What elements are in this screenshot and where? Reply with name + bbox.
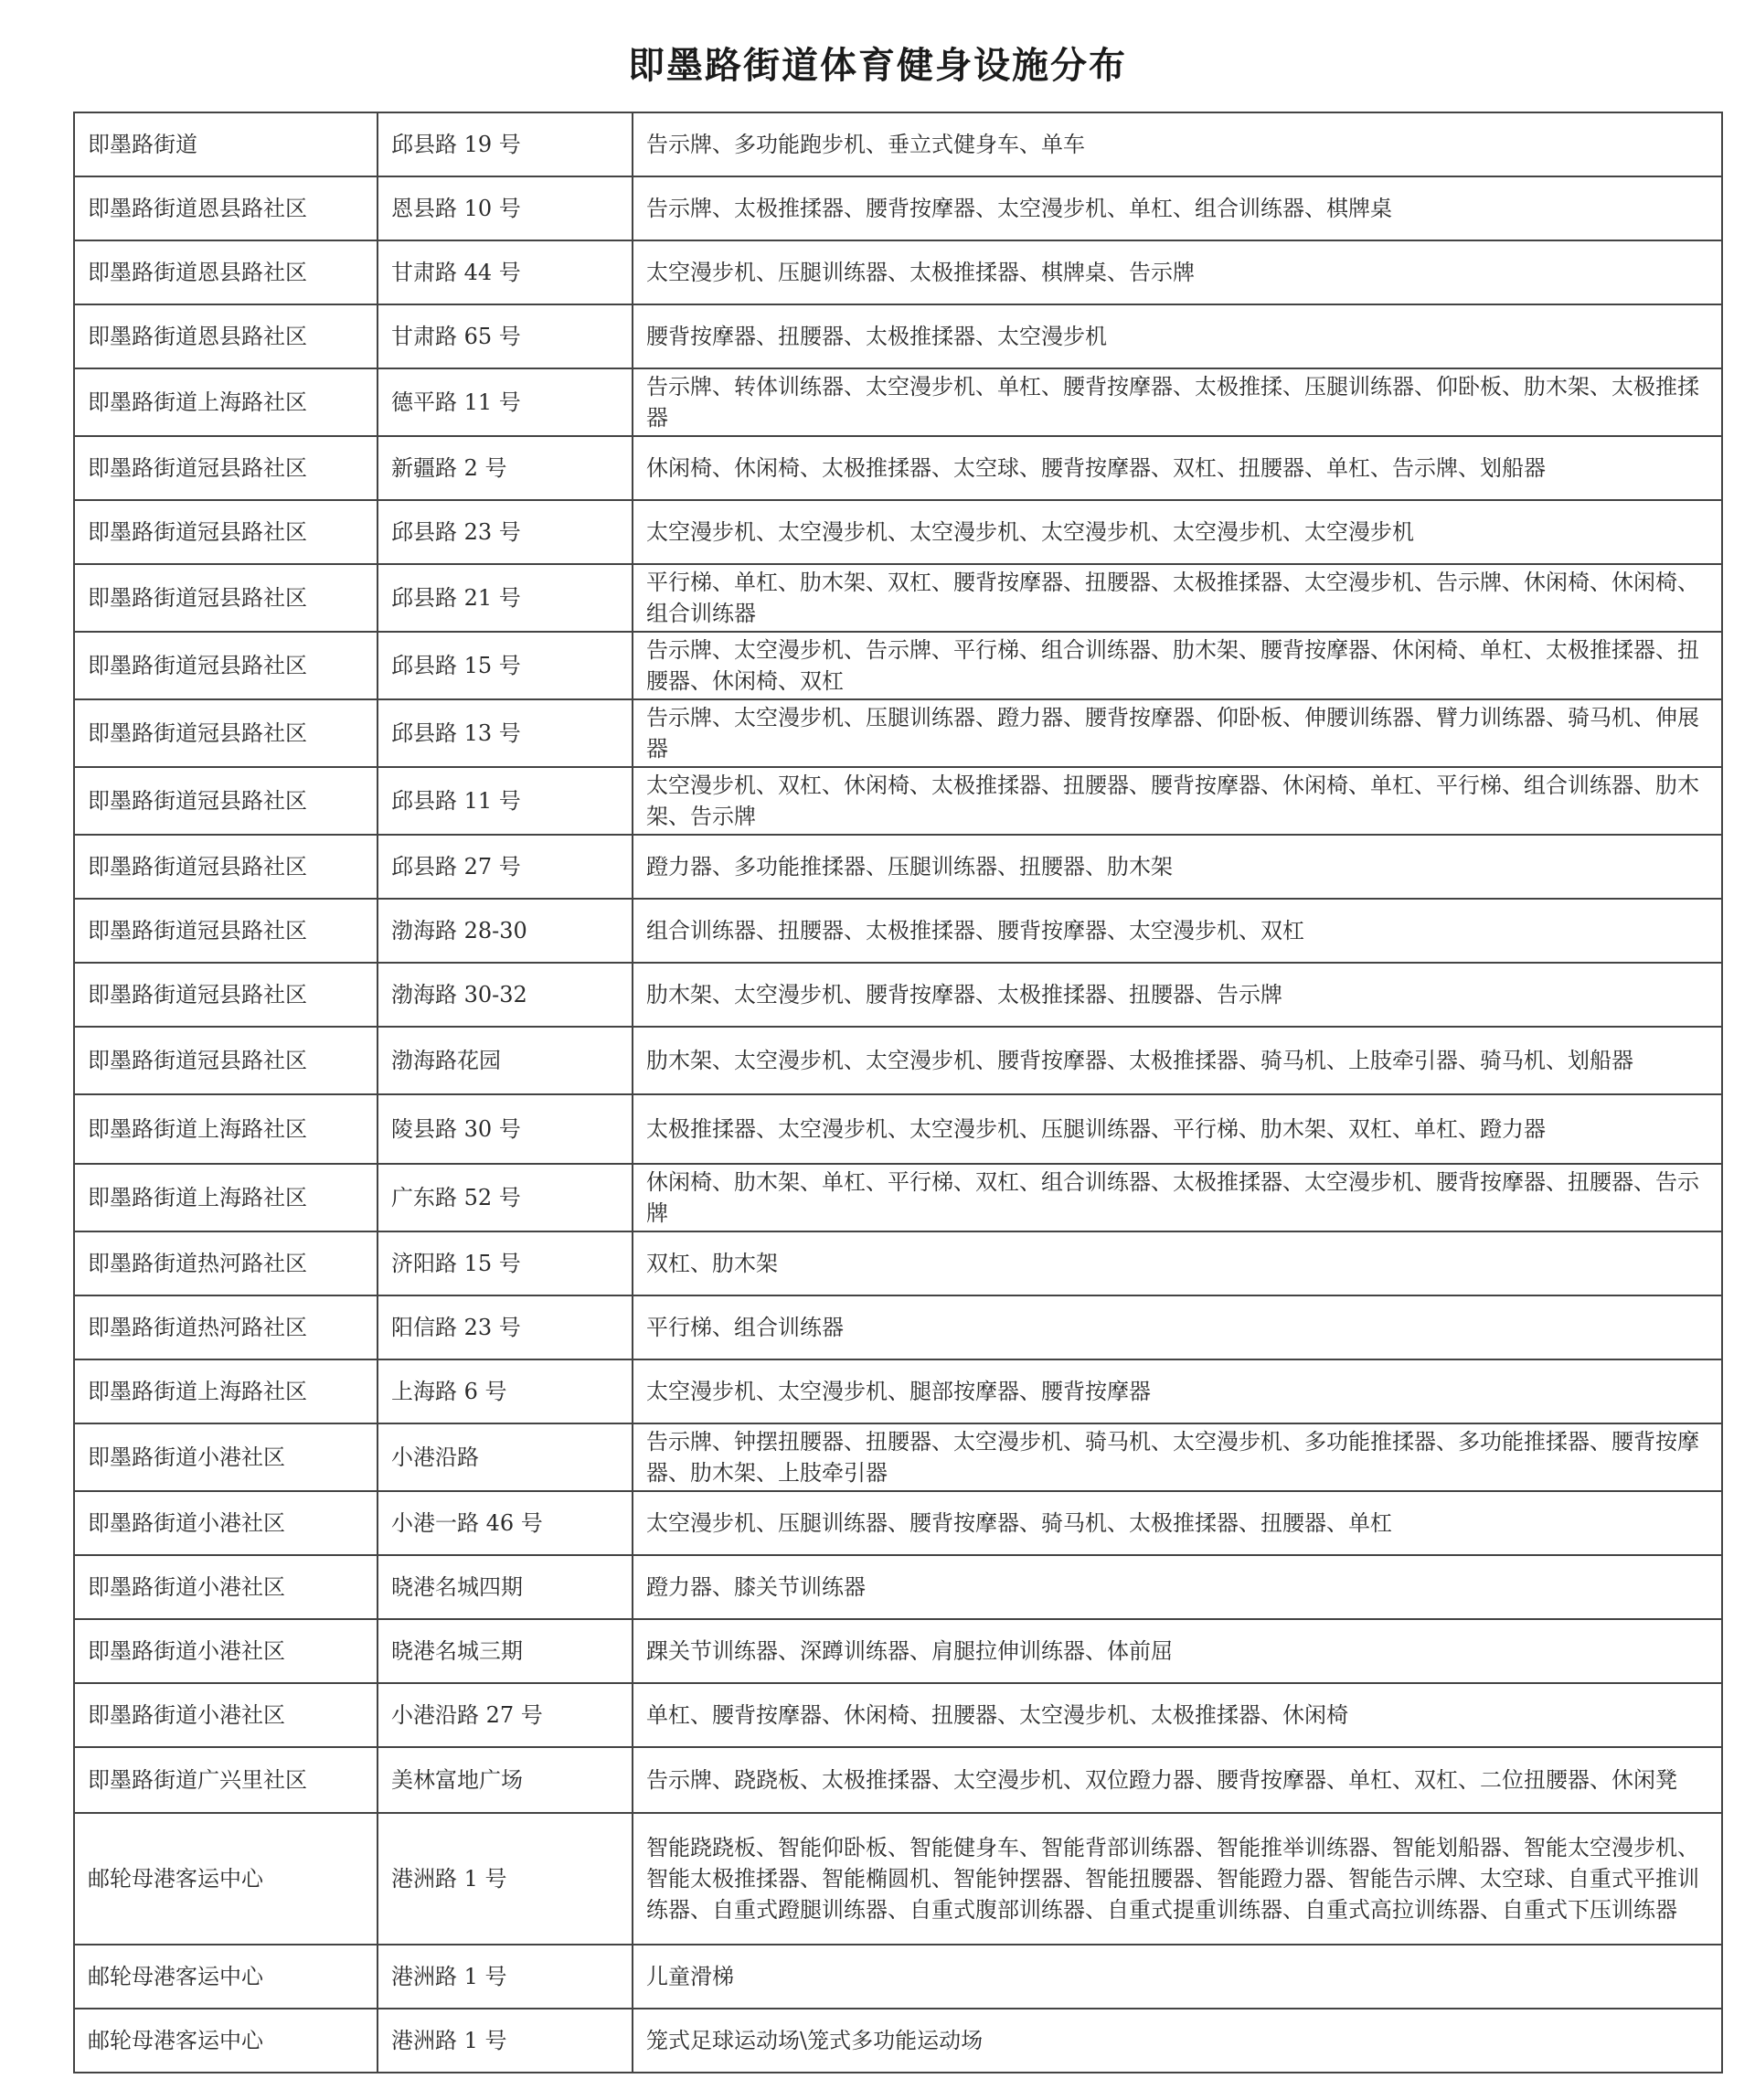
area-cell: 即墨路街道上海路社区 — [74, 1164, 378, 1231]
table-row — [74, 699, 1722, 767]
address-cell: 美林富地广场 — [378, 1747, 633, 1813]
area-cell: 即墨路街道恩县路社区 — [74, 304, 378, 368]
equipment-cell: 太空漫步机、双杠、休闲椅、太极推揉器、扭腰器、腰背按摩器、休闲椅、单杠、平行梯、组合训练器、肋木架、告示牌 — [633, 767, 1722, 835]
equipment-cell: 告示牌、多功能跑步机、垂立式健身车、单车 — [633, 112, 1722, 176]
address-cell: 恩县路 10 号 — [378, 176, 633, 240]
area-cell: 即墨路街道冠县路社区 — [74, 564, 378, 632]
address-cell: 上海路 6 号 — [378, 1359, 633, 1423]
equipment-cell: 单杠、腰背按摩器、休闲椅、扭腰器、太空漫步机、太极推揉器、休闲椅 — [633, 1683, 1722, 1747]
table-row — [74, 2009, 1722, 2073]
address-cell: 小港沿路 — [378, 1423, 633, 1491]
address-cell: 邱县路 27 号 — [378, 835, 633, 899]
table-row — [74, 1295, 1722, 1359]
equipment-cell: 智能跷跷板、智能仰卧板、智能健身车、智能背部训练器、智能推举训练器、智能划船器、智能太空漫步机、智能太极推揉器、智能椭圆机、智能钟摆器、智能扭腰器、智能蹬力器、智能告示牌、太空球、自重式平推训练器、自重式蹬腿训练器、自重式腹部训练器、自重式提重训练器、自重式高拉训练器、自重式下压训练器 — [633, 1813, 1722, 1945]
table-row — [74, 304, 1722, 368]
area-cell: 即墨路街道上海路社区 — [74, 1359, 378, 1423]
table-row — [74, 240, 1722, 304]
address-cell: 渤海路 30-32 — [378, 963, 633, 1027]
equipment-cell: 休闲椅、休闲椅、太极推揉器、太空球、腰背按摩器、双杠、扭腰器、单杠、告示牌、划船器 — [633, 436, 1722, 500]
equipment-cell: 蹬力器、多功能推揉器、压腿训练器、扭腰器、肋木架 — [633, 835, 1722, 899]
address-cell: 邱县路 19 号 — [378, 112, 633, 176]
facility-table — [73, 112, 1723, 2073]
area-cell: 即墨路街道恩县路社区 — [74, 176, 378, 240]
equipment-cell: 告示牌、太空漫步机、压腿训练器、蹬力器、腰背按摩器、仰卧板、伸腰训练器、臂力训练器、骑马机、伸展器 — [633, 699, 1722, 767]
area-cell: 即墨路街道热河路社区 — [74, 1231, 378, 1295]
area-cell: 即墨路街道广兴里社区 — [74, 1747, 378, 1813]
table-row — [74, 1945, 1722, 2009]
area-cell: 即墨路街道冠县路社区 — [74, 500, 378, 564]
equipment-cell: 告示牌、跷跷板、太极推揉器、太空漫步机、双位蹬力器、腰背按摩器、单杠、双杠、二位扭腰器、休闲凳 — [633, 1747, 1722, 1813]
address-cell: 邱县路 13 号 — [378, 699, 633, 767]
address-cell: 邱县路 11 号 — [378, 767, 633, 835]
equipment-cell: 告示牌、转体训练器、太空漫步机、单杠、腰背按摩器、太极推揉、压腿训练器、仰卧板、肋木架、太极推揉器 — [633, 368, 1722, 436]
address-cell: 广东路 52 号 — [378, 1164, 633, 1231]
address-cell: 港洲路 1 号 — [378, 1813, 633, 1945]
equipment-cell: 蹬力器、膝关节训练器 — [633, 1555, 1722, 1619]
address-cell: 邱县路 15 号 — [378, 632, 633, 699]
address-cell: 新疆路 2 号 — [378, 436, 633, 500]
table-row — [74, 500, 1722, 564]
area-cell: 即墨路街道小港社区 — [74, 1491, 378, 1555]
equipment-cell: 平行梯、组合训练器 — [633, 1295, 1722, 1359]
area-cell: 即墨路街道热河路社区 — [74, 1295, 378, 1359]
equipment-cell: 肋木架、太空漫步机、腰背按摩器、太极推揉器、扭腰器、告示牌 — [633, 963, 1722, 1027]
address-cell: 甘肃路 65 号 — [378, 304, 633, 368]
equipment-cell: 告示牌、太空漫步机、告示牌、平行梯、组合训练器、肋木架、腰背按摩器、休闲椅、单杠、太极推揉器、扭腰器、休闲椅、双杠 — [633, 632, 1722, 699]
table-row — [74, 1619, 1722, 1683]
area-cell: 即墨路街道冠县路社区 — [74, 767, 378, 835]
table-row — [74, 1491, 1722, 1555]
equipment-cell: 太空漫步机、太空漫步机、腿部按摩器、腰背按摩器 — [633, 1359, 1722, 1423]
address-cell: 济阳路 15 号 — [378, 1231, 633, 1295]
equipment-cell: 双杠、肋木架 — [633, 1231, 1722, 1295]
equipment-cell: 告示牌、太极推揉器、腰背按摩器、太空漫步机、单杠、组合训练器、棋牌桌 — [633, 176, 1722, 240]
table-row — [74, 436, 1722, 500]
address-cell: 阳信路 23 号 — [378, 1295, 633, 1359]
area-cell: 即墨路街道小港社区 — [74, 1423, 378, 1491]
address-cell: 晓港名城三期 — [378, 1619, 633, 1683]
area-cell: 即墨路街道冠县路社区 — [74, 632, 378, 699]
table-row — [74, 564, 1722, 632]
area-cell: 即墨路街道冠县路社区 — [74, 699, 378, 767]
area-cell: 即墨路街道冠县路社区 — [74, 963, 378, 1027]
equipment-cell: 平行梯、单杠、肋木架、双杠、腰背按摩器、扭腰器、太极推揉器、太空漫步机、告示牌、休闲椅、休闲椅、组合训练器 — [633, 564, 1722, 632]
table-row — [74, 368, 1722, 436]
address-cell: 邱县路 23 号 — [378, 500, 633, 564]
table-row — [74, 632, 1722, 699]
area-cell: 即墨路街道 — [74, 112, 378, 176]
equipment-cell: 告示牌、钟摆扭腰器、扭腰器、太空漫步机、骑马机、太空漫步机、多功能推揉器、多功能推揉器、腰背按摩器、肋木架、上肢牵引器 — [633, 1423, 1722, 1491]
address-cell: 小港一路 46 号 — [378, 1491, 633, 1555]
table-row — [74, 899, 1722, 963]
table-row — [74, 963, 1722, 1027]
address-cell: 渤海路花园 — [378, 1027, 633, 1094]
equipment-cell: 太极推揉器、太空漫步机、太空漫步机、压腿训练器、平行梯、肋木架、双杠、单杠、蹬力器 — [633, 1094, 1722, 1164]
address-cell: 甘肃路 44 号 — [378, 240, 633, 304]
table-row — [74, 112, 1722, 176]
area-cell: 邮轮母港客运中心 — [74, 1813, 378, 1945]
table-row — [74, 1359, 1722, 1423]
address-cell: 陵县路 30 号 — [378, 1094, 633, 1164]
equipment-cell: 太空漫步机、太空漫步机、太空漫步机、太空漫步机、太空漫步机、太空漫步机 — [633, 500, 1722, 564]
table-row — [74, 176, 1722, 240]
equipment-cell: 休闲椅、肋木架、单杠、平行梯、双杠、组合训练器、太极推揉器、太空漫步机、腰背按摩器、扭腰器、告示牌 — [633, 1164, 1722, 1231]
table-row — [74, 1555, 1722, 1619]
table-row — [74, 1747, 1722, 1813]
page-title: 即墨路街道体育健身设施分布 — [628, 45, 1127, 87]
area-cell: 即墨路街道冠县路社区 — [74, 899, 378, 963]
address-cell: 邱县路 21 号 — [378, 564, 633, 632]
equipment-cell: 笼式足球运动场\笼式多功能运动场 — [633, 2009, 1722, 2073]
table-row — [74, 767, 1722, 835]
address-cell: 德平路 11 号 — [378, 368, 633, 436]
address-cell: 小港沿路 27 号 — [378, 1683, 633, 1747]
area-cell: 即墨路街道冠县路社区 — [74, 835, 378, 899]
area-cell: 即墨路街道小港社区 — [74, 1683, 378, 1747]
equipment-cell: 太空漫步机、压腿训练器、太极推揉器、棋牌桌、告示牌 — [633, 240, 1722, 304]
equipment-cell: 踝关节训练器、深蹲训练器、肩腿拉伸训练器、体前屈 — [633, 1619, 1722, 1683]
area-cell: 即墨路街道冠县路社区 — [74, 436, 378, 500]
table-row — [74, 1683, 1722, 1747]
area-cell: 即墨路街道冠县路社区 — [74, 1027, 378, 1094]
area-cell: 邮轮母港客运中心 — [74, 1945, 378, 2009]
equipment-cell: 太空漫步机、压腿训练器、腰背按摩器、骑马机、太极推揉器、扭腰器、单杠 — [633, 1491, 1722, 1555]
table-row — [74, 835, 1722, 899]
area-cell: 即墨路街道小港社区 — [74, 1619, 378, 1683]
address-cell: 渤海路 28-30 — [378, 899, 633, 963]
address-cell: 港洲路 1 号 — [378, 2009, 633, 2073]
equipment-cell: 腰背按摩器、扭腰器、太极推揉器、太空漫步机 — [633, 304, 1722, 368]
equipment-cell: 肋木架、太空漫步机、太空漫步机、腰背按摩器、太极推揉器、骑马机、上肢牵引器、骑马机、划船器 — [633, 1027, 1722, 1094]
address-cell: 晓港名城四期 — [378, 1555, 633, 1619]
address-cell: 港洲路 1 号 — [378, 1945, 633, 2009]
table-row — [74, 1027, 1722, 1094]
area-cell: 即墨路街道上海路社区 — [74, 1094, 378, 1164]
equipment-cell: 组合训练器、扭腰器、太极推揉器、腰背按摩器、太空漫步机、双杠 — [633, 899, 1722, 963]
table-row — [74, 1423, 1722, 1491]
table-row — [74, 1094, 1722, 1164]
table-row — [74, 1813, 1722, 1945]
area-cell: 邮轮母港客运中心 — [74, 2009, 378, 2073]
table-row — [74, 1164, 1722, 1231]
area-cell: 即墨路街道恩县路社区 — [74, 240, 378, 304]
equipment-cell: 儿童滑梯 — [633, 1945, 1722, 2009]
area-cell: 即墨路街道小港社区 — [74, 1555, 378, 1619]
area-cell: 即墨路街道上海路社区 — [74, 368, 378, 436]
table-row — [74, 1231, 1722, 1295]
table-body — [74, 112, 1722, 2073]
